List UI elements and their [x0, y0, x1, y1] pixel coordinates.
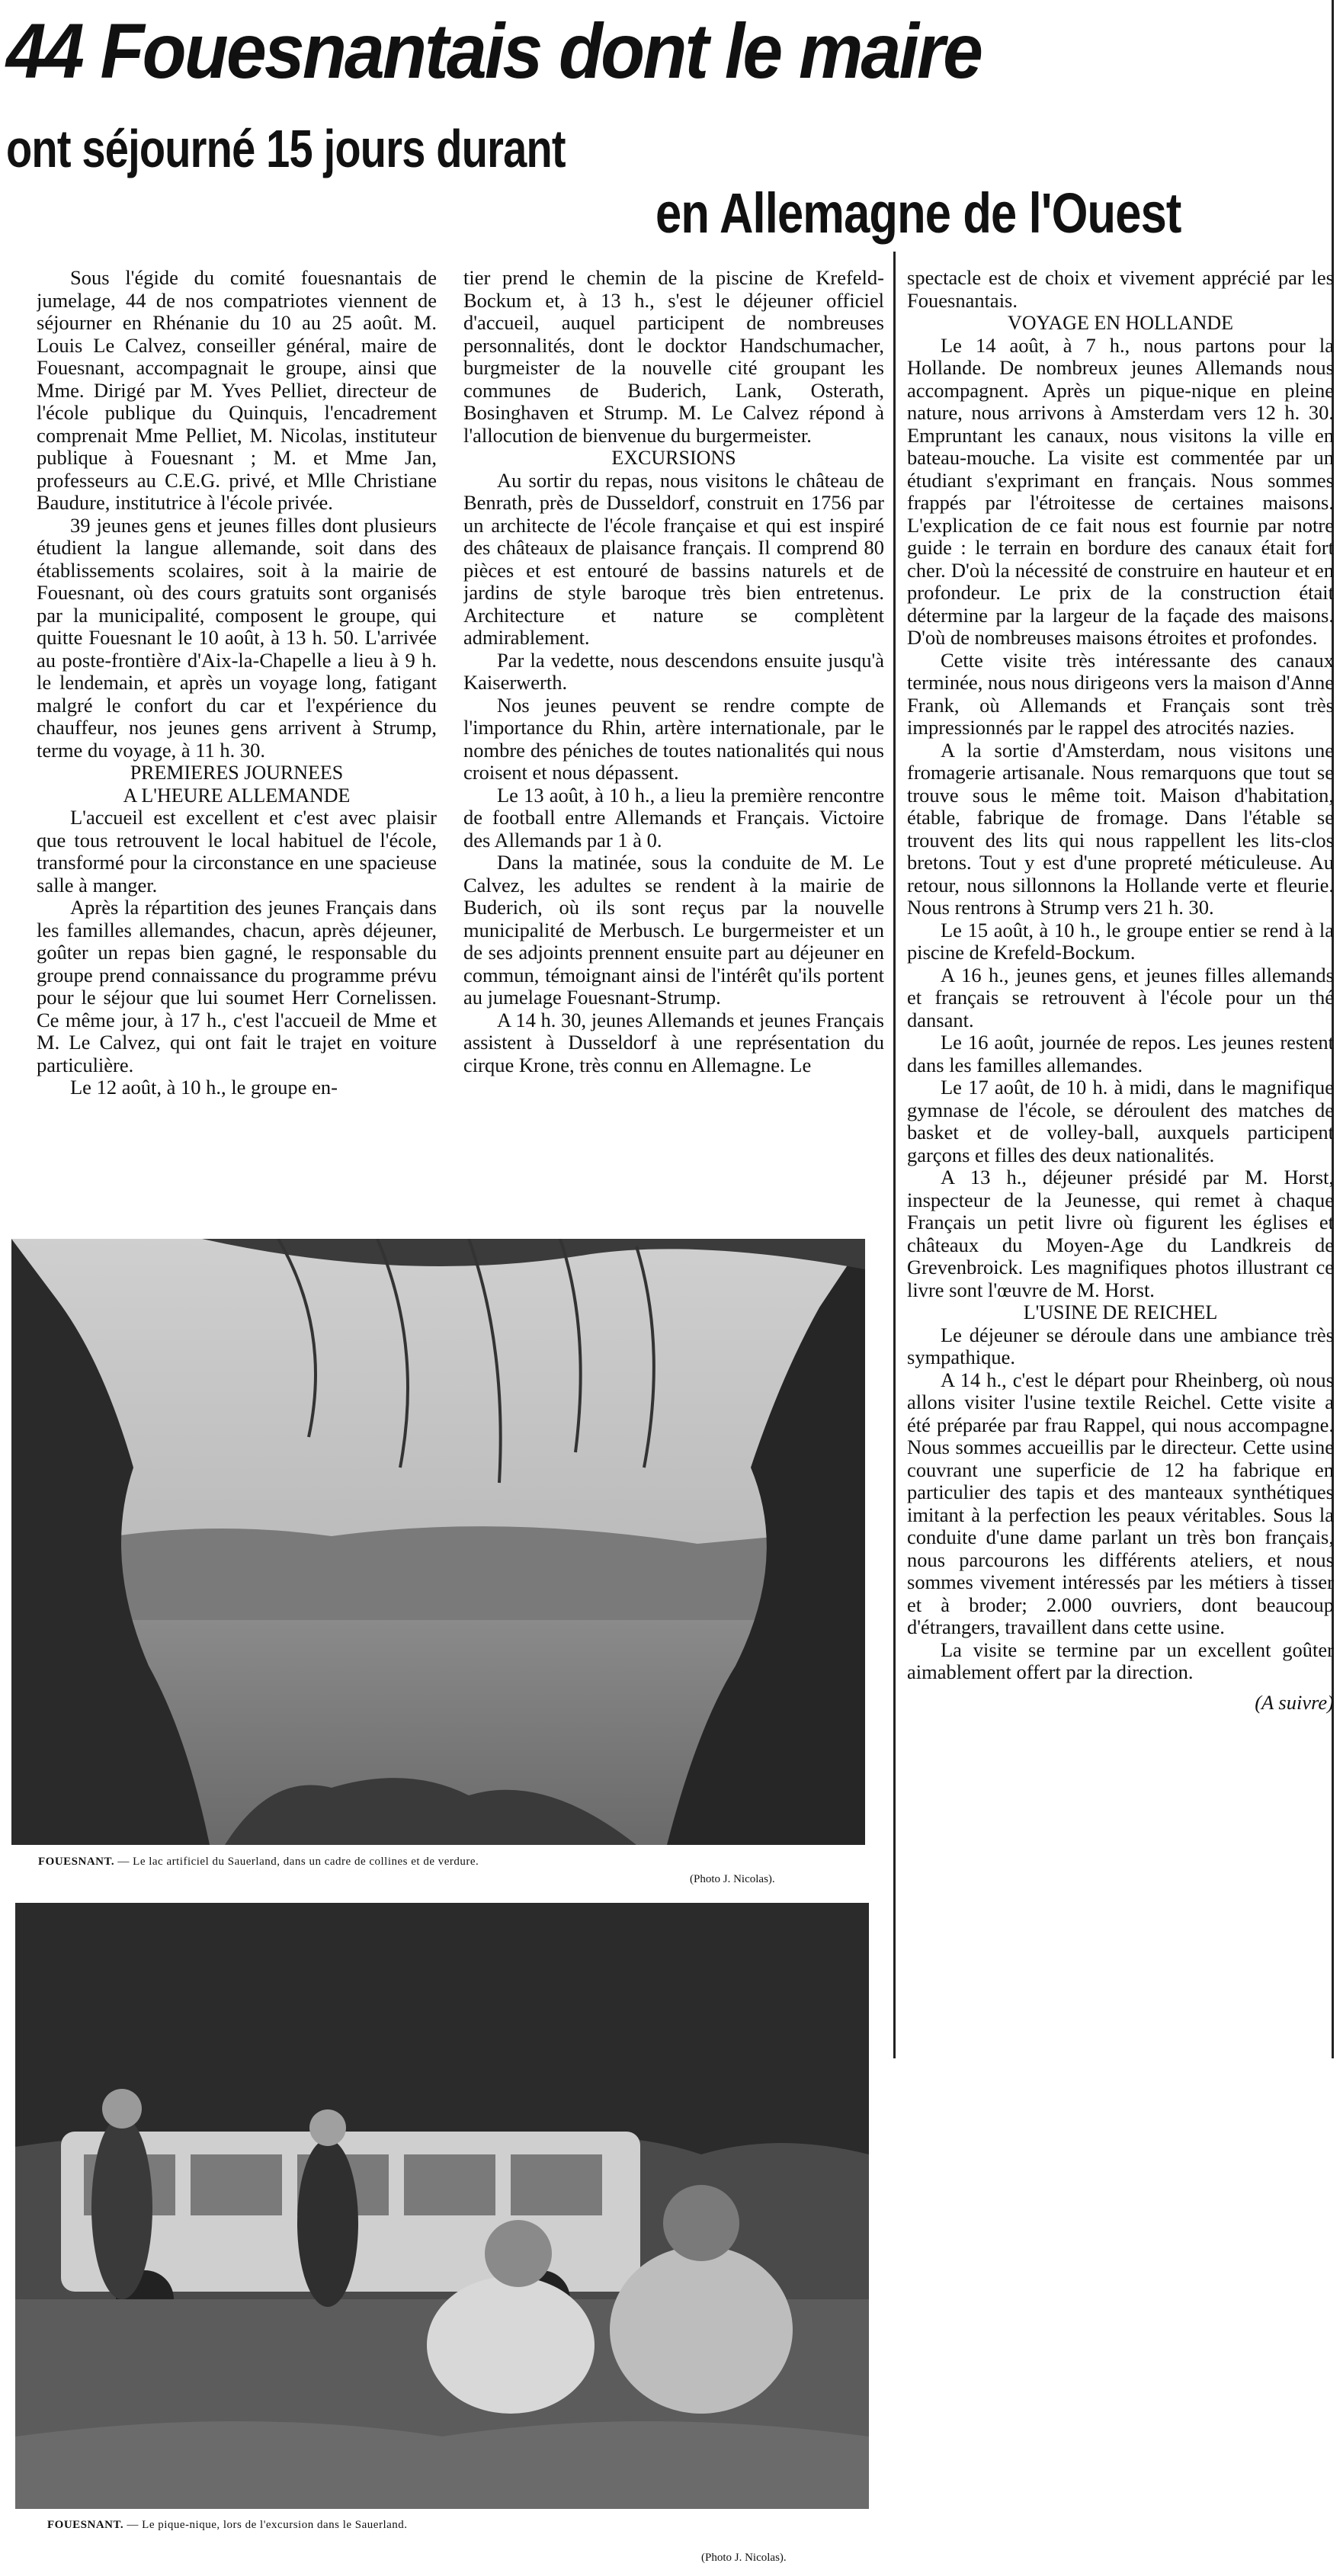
article-paragraph: La visite se termine par un excellent goûter aimablement offert par la direction. — [907, 1638, 1334, 1683]
article-paragraph: Le déjeuner se déroule dans une ambiance très sympathique. — [907, 1323, 1334, 1368]
article-paragraph: Le 13 août, à 10 h., a lieu la première rencontre de football entre Allemands et Français. Victoire des Allemands par 1 à 0. — [463, 783, 884, 852]
article-paragraph: 39 jeunes gens et jeunes filles dont plusieurs étudient la langue allemande, soit dans des établissements scolaires, soit à la mairie de Fouesnant, où des cours gratuits sont organisés par la municipalité, composent le groupe, qui quitte Fouesnant le 10 août, à 13 h. 50. L'arrivée au poste-frontière d'Aix-la-Chapelle a lieu à 9 h. le lendemain, et après un voyage long, fatigant malgré le confort du car et l'expérience du chauffeur, nos jeunes gens arrivent à Strump, terme du voyage, à 11 h. 30. — [37, 513, 437, 762]
article-column-1 — [37, 267, 437, 1206]
article-paragraph: Le 15 août, à 10 h., le groupe entier se rend à la piscine de Krefeld-Bockum. — [907, 918, 1334, 964]
article-paragraph: Au sortir du repas, nous visitons le château de Benrath, près de Dusseldorf, construit en 1756 par un architecte de l'école française et qui est inspiré des châteaux de plaisance français. Il comprend 80 pièces et est entouré de bassins naturels et de jardins de style baroque très bien entretenus. Architecture et nature se complètent admirablement. — [463, 468, 884, 649]
article-paragraph: Sous l'égide du comité fouesnantais de jumelage, 44 de nos compatriotes viennent de séjourner en Rhénanie du 10 au 25 août. M. Louis Le Calvez, conseiller général, maire de Fouesnant, accompagnait le groupe, ainsi que Mme. Dirigé par M. Yves Pelliet, directeur de l'école publique du Quinquis, l'encadrement comprenait Mme Pelliet, M. Nicolas, instituteur publique à Fouesnant ; M. et Mme Jan, professeurs au C.E.G. privé, et Mlle Christiane Baudure, institutrice à l'école privée. — [37, 267, 437, 514]
article-column-2 — [463, 267, 884, 1206]
photo-2-caption-place: FOUESNANT. — [47, 2519, 124, 2531]
photo-lake-sauerland — [11, 1239, 865, 1845]
photo-1-caption — [38, 1856, 479, 1869]
article-column-3 — [907, 267, 1334, 2055]
section-heading: A L'HEURE ALLEMANDE — [123, 784, 351, 807]
article-paragraph: A la sortie d'Amsterdam, nous visitons une fromagerie artisanale. Nous remarquons que tout se trouve sous le même toit. Maison d'habitation, étable, fabrique de fromage. Dans l'étable se trouvent des lits qui nous rappellent les lits-clos bretons. Tout y est d'une propreté méticuleuse. Au retour, nous sillonnons la Hollande verte et fleurie. Nous rentrons à Strump vers 21 h. 30. — [907, 738, 1334, 919]
article-paragraph: A 14 h., c'est le départ pour Rheinberg, où nous allons visiter l'usine textile Reichel. Cette visite a été préparée par frau Rappel, qui nous accompagne. Nous sommes accueillis par le directeur. Cette usine couvrant une superficie de 12 ha fabrique en particulier des tapis et des manteaux synthétiques imitant à la perfection les peaux véritables. Sous la conduite d'une dame parlant un très bon français, nous parcourons les différents ateliers, et nous sommes vivement intéressés par les métiers à tisser et à broder; 2.000 ouvriers, dont beaucoup d'étrangers, travaillent dans cette usine. — [907, 1368, 1334, 1638]
photo-2-caption-text: — Le pique-nique, lors de l'excursion dans le Sauerland. — [127, 2519, 408, 2531]
article-paragraph: L'accueil est excellent et c'est avec plaisir que tous retrouvent le local habituel de l'école, transformé pour la circonstance en une spacieuse salle à manger. — [37, 806, 437, 897]
headline-line-3: en Allemagne de l'Ouest — [655, 181, 1181, 245]
photo-picnic — [15, 1903, 869, 2509]
article-paragraph: Le 14 août, à 7 h., nous partons pour la Hollande. De nombreux jeunes Allemands nous accompagnent. Après un pique-nique en pleine nature, nous arrivons à Amsterdam vers 12 h. 30. Empruntant les canaux, nous visitons la ville en bateau-mouche. La visite est commentée par un étudiant s'exprimant en français. Nous sommes frappés par l'étroitesse de certaines maisons. L'explication de ce fait nous est fournie par notre guide : le terrain en bordure des canaux était fort cher. D'où la nécessité de construire en hauteur et en profondeur. Le prix de la construction était détermine par la largeur de la façade des maisons. D'où de nombreuses maisons étroites et profondes. — [907, 333, 1334, 649]
article-paragraph: spectacle est de choix et vivement apprécié par les Fouesnantais. — [907, 267, 1334, 312]
article-paragraph: tier prend le chemin de la piscine de Krefeld-Bockum et, à 13 h., s'est le déjeuner officiel d'accueil, auquel participent de nombreuses personnalités, dont le docktor Handschumacher, burgmeister de la nouvelle cité groupant les communes de Buderich, Lank, Osterath, Bosinghaven et Strump. M. Le Calvez répond à l'allocution de bienvenue du burgermeister. — [463, 267, 884, 447]
picnic-group-image — [15, 1903, 869, 2509]
photo-1-caption-text: — Le lac artificiel du Sauerland, dans un cadre de collines et de verdure. — [117, 1856, 479, 1868]
photo-2-credit: (Photo J. Nicolas). — [701, 2552, 787, 2564]
section-heading: VOYAGE EN HOLLANDE — [1007, 312, 1234, 334]
section-heading: L'USINE DE REICHEL — [1023, 1301, 1218, 1323]
section-heading: EXCURSIONS — [611, 447, 736, 469]
article-paragraph: Dans la matinée, sous la conduite de M. Le Calvez, les adultes se rendent à la mairie de Buderich, où ils sont reçus par la nouvelle municipalité de Merbusch. Le burgermeister et un de ses adjoints prennent ensuite part au déjeuner en commun, témoignant ainsi de l'intérêt qu'ils portent au jumelage Fouesnant-Strump. — [463, 851, 884, 1009]
article-paragraph: Nos jeunes peuvent se rendre compte de l'importance du Rhin, artère internationale, par le nombre des péniches de toutes nationalités qui nous croisent et nous dépassent. — [463, 693, 884, 784]
to-be-continued: (A suivre) — [1255, 1690, 1334, 1714]
article-paragraph: Cette visite très intéressante des canaux terminée, nous nous dirigeons vers la maison d'Anne Frank, où Allemands et Français sont très impressionnés par le rappel des atrocités nazies. — [907, 648, 1334, 739]
photo-1-credit: (Photo J. Nicolas). — [690, 1873, 775, 1885]
vertical-rule-col3 — [893, 252, 896, 2058]
section-heading: PREMIERES JOURNEES — [130, 762, 344, 784]
lake-landscape-image — [11, 1239, 865, 1845]
article-paragraph: Le 17 août, de 10 h. à midi, dans le magnifique gymnase de l'école, se déroulent des matches de basket et de volley-ball, auxquels participent garçons et filles des deux nationalités. — [907, 1076, 1334, 1166]
article-paragraph: Le 12 août, à 10 h., le groupe en- — [70, 1076, 338, 1099]
article-paragraph: A 14 h. 30, jeunes Allemands et jeunes Français assistent à Dusseldorf à une représentation du cirque Krone, très connu en Allemagne. Le — [463, 1008, 884, 1076]
article-paragraph: Le 16 août, journée de repos. Les jeunes restent dans les familles allemandes. — [907, 1031, 1334, 1076]
photo-1-caption-place: FOUESNANT. — [38, 1856, 115, 1868]
article-paragraph: A 13 h., déjeuner présidé par M. Horst, inspecteur de la Jeunesse, qui remet à chaque Français un petit livre où figurent les églises et châteaux du Moyen-Age du Landkreis de Grevenbroick. Les magnifiques photos illustrant ce livre sont l'œuvre de M. Horst. — [907, 1166, 1334, 1301]
article-paragraph: Après la répartition des jeunes Français dans les familles allemandes, chacun, après déjeuner, goûter un repas bien gagné, le responsable du groupe prend connaissance du programme prévu pour le séjour que lui soumet Herr Cornelissen. Ce même jour, à 17 h., c'est l'accueil de Mme et M. Le Calvez, qui ont fait le trajet en voiture particulière. — [37, 896, 437, 1076]
headline-line-2: ont séjourné 15 jours durant — [6, 119, 566, 178]
article-paragraph: Par la vedette, nous descendons ensuite jusqu'à Kaiserwerth. — [463, 648, 884, 694]
photo-2-caption — [47, 2519, 408, 2532]
headline-line-1: 44 Fouesnantais dont le maire — [6, 8, 982, 95]
article-paragraph: A 16 h., jeunes gens, et jeunes filles allemands et français se retrouvent à l'école pour un thé dansant. — [907, 963, 1334, 1031]
